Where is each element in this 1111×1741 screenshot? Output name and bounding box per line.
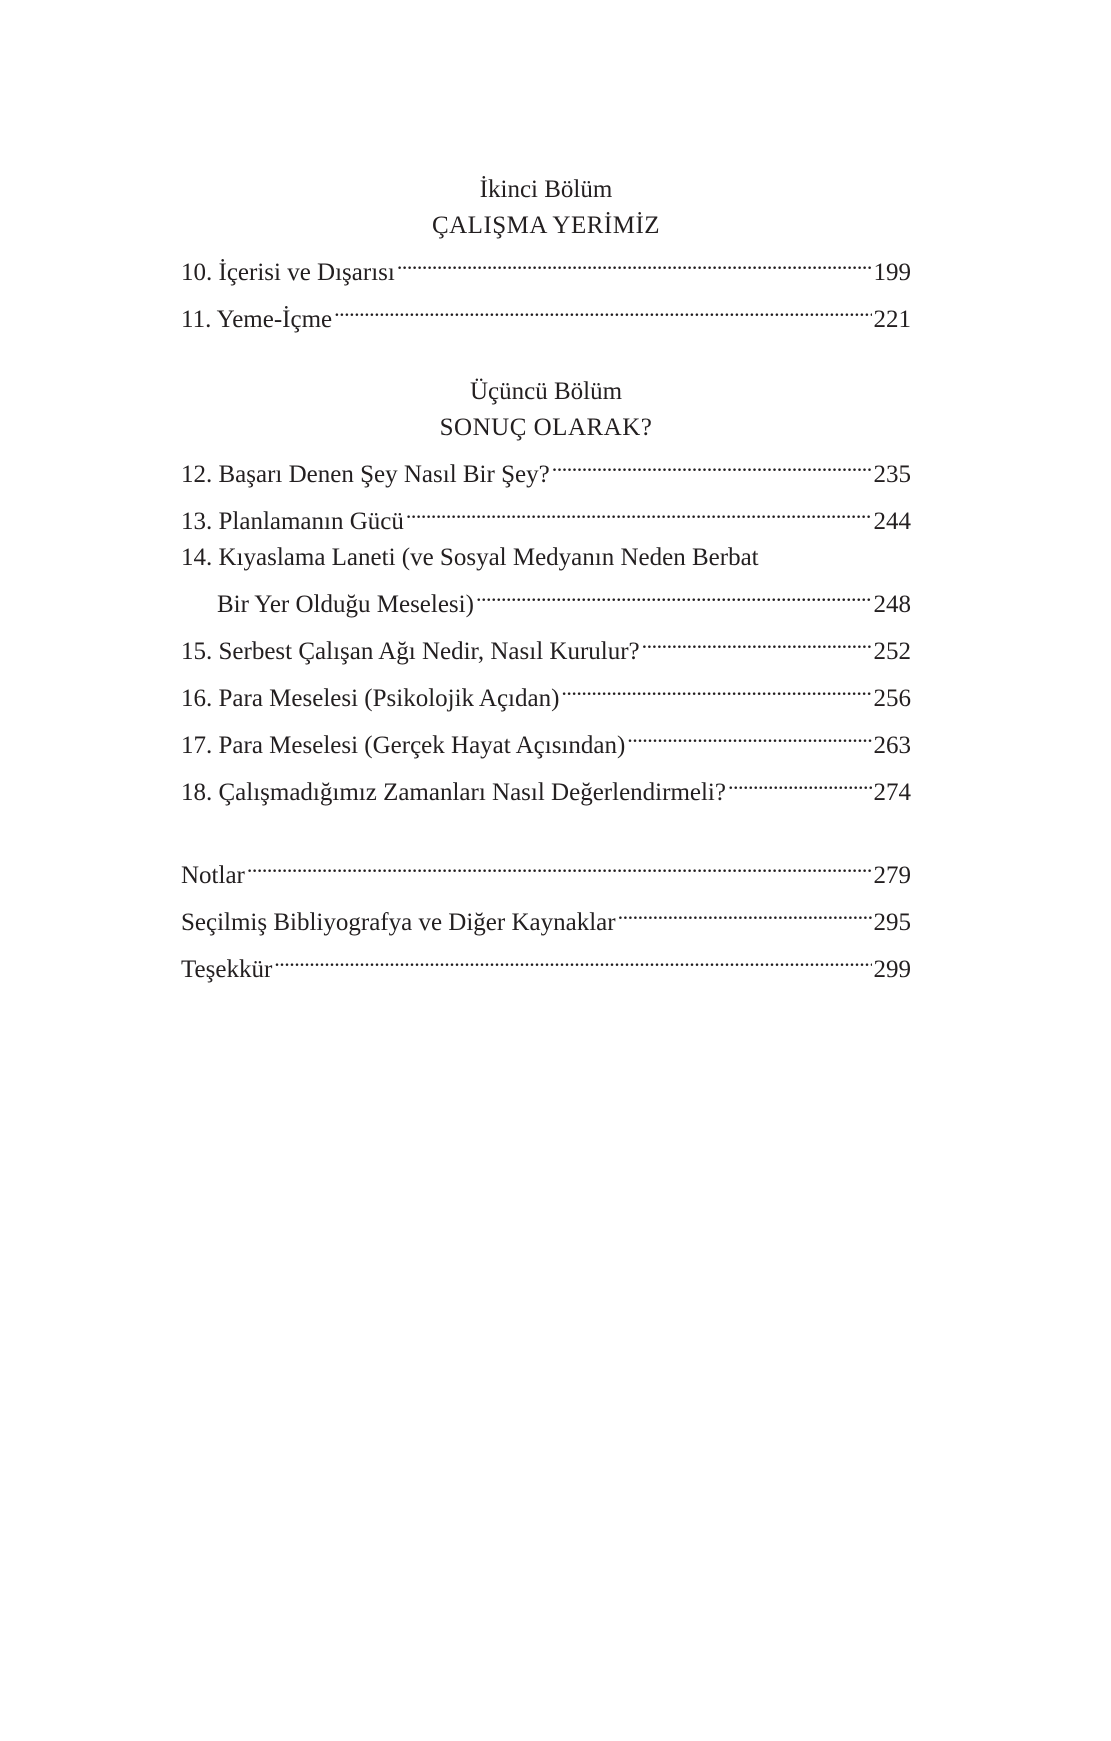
toc-entry-chapter-18[interactable] [181, 764, 911, 811]
toc-entry-chapter-14[interactable] [181, 540, 911, 623]
toc-entry-continuation [181, 576, 911, 623]
toc-entry-label: 17. Para Meselesi (Gerçek Hayat Açısından) [181, 732, 626, 759]
toc-entry-chapter-15[interactable] [181, 623, 911, 670]
dot-leader [728, 764, 872, 800]
toc-entry-label: 13. Planlamanın Gücü [181, 508, 404, 535]
toc-entry-chapter-11[interactable] [181, 291, 911, 338]
toc-entry-label-line-2: Bir Yer Olduğu Meselesi) [217, 591, 474, 618]
dot-leader [247, 847, 872, 883]
toc-entry-label: 11. Yeme-İçme [181, 306, 333, 333]
dot-leader [406, 493, 872, 529]
toc-entry-label: 18. Çalışmadığımız Zamanları Nasıl Değerlendirmeli? [181, 779, 726, 806]
dot-leader [397, 244, 872, 280]
toc-entry-label: Teşekkür [181, 956, 273, 983]
toc-entry-page-number: 244 [873, 508, 911, 535]
dot-leader [561, 670, 871, 706]
toc-entry-label: Seçilmiş Bibliyografya ve Diğer Kaynaklar [181, 909, 616, 936]
dot-leader [476, 576, 872, 612]
toc-entry-page-number: 221 [873, 306, 911, 333]
toc-entry-label: 15. Serbest Çalışan Ağı Nedir, Nasıl Kurulur? [181, 638, 640, 665]
toc-entry-label-line-1: 14. Kıyaslama Laneti (ve Sosyal Medyanın Neden Berbat [181, 544, 759, 571]
toc-entry-page-number: 199 [873, 259, 911, 286]
section-title-heading: SONUÇ OLARAK? [439, 414, 653, 441]
toc-entry-label: 10. İçerisi ve Dışarısı [181, 259, 395, 286]
toc-entry-page-number: 256 [873, 685, 911, 712]
toc-entry-page-number: 279 [873, 862, 911, 889]
dot-leader [618, 894, 872, 930]
toc-entry-label: Notlar [181, 862, 245, 889]
toc-entry-page-number: 248 [873, 591, 911, 618]
section-part-heading: İkinci Bölüm [479, 176, 613, 203]
toc-entry-chapter-13[interactable] [181, 493, 911, 540]
table-of-contents [181, 172, 911, 988]
toc-entry-page-number: 252 [873, 638, 911, 665]
toc-entry-chapter-12[interactable] [181, 446, 911, 493]
toc-entry-bibliyografya[interactable] [181, 894, 911, 941]
toc-entry-tesekkur[interactable] [181, 941, 911, 988]
toc-entry-list [181, 244, 911, 338]
toc-entry-page-number: 299 [873, 956, 911, 983]
toc-section-ikinci-bolum [181, 172, 911, 338]
toc-section-ucuncu-bolum [181, 374, 911, 811]
toc-entry-page-number: 274 [873, 779, 911, 806]
toc-entry-page-number: 263 [873, 732, 911, 759]
section-title-heading: ÇALIŞMA YERİMİZ [431, 212, 661, 239]
toc-end-matter [181, 847, 911, 988]
toc-entry-label: 16. Para Meselesi (Psikolojik Açıdan) [181, 685, 560, 712]
toc-entry-chapter-17[interactable] [181, 717, 911, 764]
dot-leader [627, 717, 871, 753]
toc-entry-page-number: 235 [873, 461, 911, 488]
section-part-heading: Üçüncü Bölüm [469, 378, 623, 405]
dot-leader [642, 623, 872, 659]
toc-entry-label: 12. Başarı Denen Şey Nasıl Bir Şey? [181, 461, 550, 488]
dot-leader [274, 941, 871, 977]
toc-entry-notlar[interactable] [181, 847, 911, 894]
toc-entry-page-number: 295 [873, 909, 911, 936]
toc-entry-list [181, 446, 911, 811]
dot-leader [334, 291, 871, 327]
toc-entry-chapter-10[interactable] [181, 244, 911, 291]
dot-leader [552, 446, 872, 482]
toc-entry-chapter-16[interactable] [181, 670, 911, 717]
